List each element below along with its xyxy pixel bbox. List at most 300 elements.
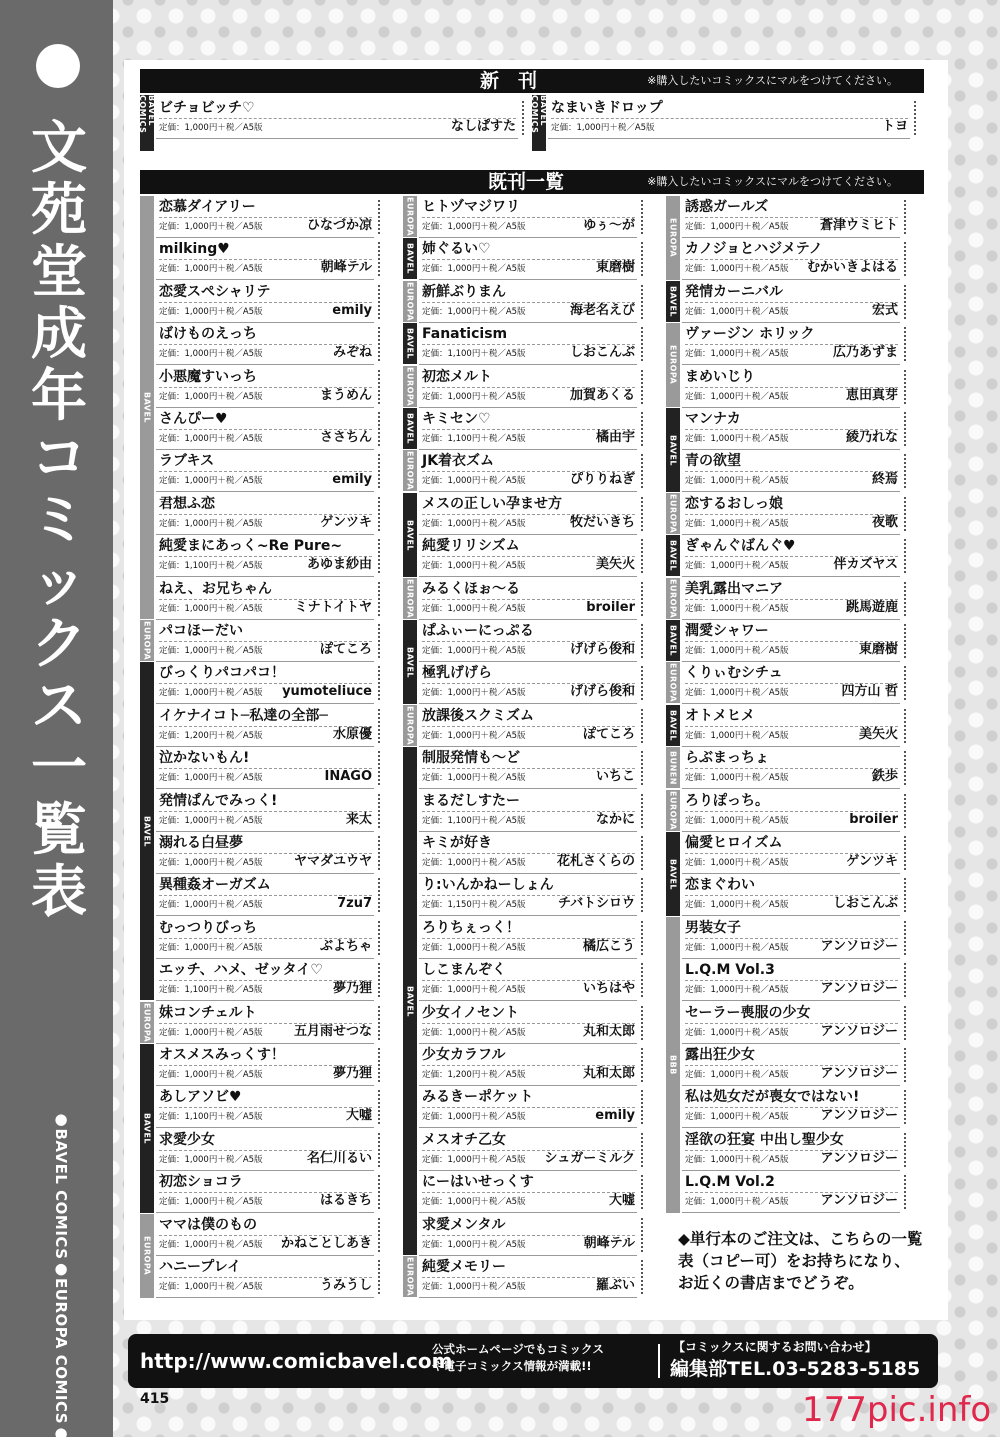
- checkmark-line: [378, 878, 380, 912]
- book-entry[interactable]: [419, 705, 637, 747]
- book-title: L.Q.M Vol.2: [685, 1174, 775, 1190]
- book-title: セーラー喪服の少女: [685, 1005, 811, 1021]
- checkmark-line: [641, 624, 643, 658]
- book-author: しおこんぶ: [569, 345, 635, 360]
- book-title: 恋愛スペシャリテ: [159, 284, 271, 300]
- book-entry[interactable]: [419, 1044, 637, 1086]
- book-entry[interactable]: [419, 450, 637, 492]
- book-entry[interactable]: [156, 705, 374, 747]
- book-author: 来太: [345, 812, 372, 827]
- book-entry[interactable]: [156, 1002, 374, 1044]
- book-author: 名仁川るい: [306, 1151, 372, 1166]
- book-entry[interactable]: [156, 874, 374, 916]
- book-entry[interactable]: [682, 662, 900, 704]
- book-entry[interactable]: [156, 323, 374, 365]
- book-title: 求愛メンタル: [422, 1217, 506, 1233]
- book-title: ヒトヅマジワリ: [422, 199, 520, 215]
- checkmark-line: [378, 624, 380, 658]
- book-author: 橘由宇: [595, 430, 635, 445]
- book-title: なまいきドロップ: [551, 100, 663, 116]
- book-price: 定価：1,000円＋税／A5版: [159, 476, 263, 486]
- book-entry[interactable]: [419, 1256, 637, 1298]
- book-title: 発情カーニバル: [685, 284, 783, 300]
- book-entry[interactable]: [156, 535, 374, 577]
- book-entry[interactable]: [682, 408, 900, 450]
- book-entry[interactable]: [156, 1171, 374, 1213]
- book-entry[interactable]: [156, 578, 374, 620]
- book-price: 定価：1,000円＋税／A5版: [685, 731, 789, 741]
- checkmark-line: [641, 751, 643, 785]
- book-author: 丸和太郎: [582, 1024, 635, 1039]
- footer-divider: [658, 1344, 660, 1378]
- book-entry[interactable]: [156, 281, 374, 323]
- book-author: 美矢火: [595, 557, 635, 572]
- checkmark-line: [904, 794, 906, 828]
- book-entry[interactable]: [682, 790, 900, 832]
- sidebar-title-char: ク: [31, 612, 87, 677]
- book-entry[interactable]: [419, 620, 637, 662]
- book-author: emily: [595, 1108, 635, 1123]
- book-title: L.Q.M Vol.3: [685, 962, 775, 978]
- book-price: 定価：1,000円＋税／A5版: [422, 1028, 526, 1038]
- book-entry[interactable]: [419, 323, 637, 365]
- book-title: 初恋メルト: [422, 369, 492, 385]
- book-entry[interactable]: [682, 323, 900, 365]
- book-entry[interactable]: [682, 493, 900, 535]
- book-title: ビチョビッチ♡: [159, 100, 255, 116]
- publisher-label: EUROPA: [403, 450, 417, 491]
- book-price: 定価：1,000円＋税／A5版: [685, 1070, 789, 1080]
- book-author: アンソロジー: [820, 1151, 898, 1166]
- book-author: 東磨樹: [595, 260, 635, 275]
- book-price: 定価：1,100円＋税／A5版: [159, 561, 263, 571]
- book-price: 定価：1,000円＋税／A5版: [685, 349, 789, 359]
- book-price: 定価：1,000円＋税／A5版: [685, 688, 789, 698]
- book-price: 定価：1,200円＋税／A5版: [422, 1070, 526, 1080]
- book-price: 定価：1,000円＋税／A5版: [422, 264, 526, 274]
- checkmark-line: [378, 1006, 380, 1040]
- checkmark-line: [904, 200, 906, 234]
- book-entry[interactable]: [419, 1086, 637, 1128]
- checkmark-line: [378, 836, 380, 870]
- book-price: 定価：1,000円＋税／A5版: [422, 307, 526, 317]
- book-author: いちこ: [595, 769, 635, 784]
- book-entry[interactable]: [682, 1002, 900, 1044]
- book-entry[interactable]: [682, 620, 900, 662]
- book-price: 定価：1,000円＋税／A5版: [422, 773, 526, 783]
- book-price: 定価：1,000円＋税／A5版: [159, 646, 263, 656]
- checkmark-line: [378, 921, 380, 955]
- book-entry[interactable]: [419, 196, 637, 238]
- book-price: 定価：1,000円＋税／A5版: [159, 604, 263, 614]
- book-title: 求愛少女: [159, 1132, 215, 1148]
- publisher-label: EUROPA: [140, 620, 154, 661]
- book-title: イケナイコト─私達の全部─: [159, 708, 328, 724]
- book-author: かねことしあき: [280, 1236, 372, 1251]
- publisher-label: EUROPA: [666, 196, 680, 280]
- book-author: 牧だいきち: [569, 515, 635, 530]
- entry-divider: [422, 1192, 635, 1193]
- book-title: メスオチ乙女: [422, 1132, 506, 1148]
- book-author: あゆま紗由: [306, 557, 372, 572]
- book-price: 定価：1,000円＋税／A5版: [159, 349, 263, 359]
- book-title: 潤愛シャワー: [685, 623, 769, 639]
- publisher-label: EUROPA: [403, 578, 417, 619]
- book-title: まめいじり: [685, 369, 755, 385]
- book-author: 跳馬遊鹿: [845, 600, 898, 615]
- book-price: 定価：1,000円＋税／A5版: [159, 816, 263, 826]
- sidebar-title-char: 成: [31, 302, 87, 367]
- book-entry[interactable]: [682, 917, 900, 959]
- book-entry[interactable]: [156, 1129, 374, 1171]
- book-title: しこまんぞく: [422, 962, 506, 978]
- book-price: 定価：1,000円＋税／A5版: [422, 519, 526, 529]
- book-author: ゲンツキ: [320, 515, 372, 530]
- book-author: ヤマダユウヤ: [293, 854, 372, 869]
- checkmark-line: [904, 878, 906, 912]
- book-entry[interactable]: [156, 832, 374, 874]
- checkmark-line: [641, 1260, 643, 1294]
- backlist-title: 既刊一覧: [488, 171, 565, 193]
- publisher-label: EUROPA: [403, 281, 417, 322]
- book-entry[interactable]: [419, 832, 637, 874]
- book-entry[interactable]: [682, 959, 900, 1001]
- book-entry[interactable]: [419, 959, 637, 1001]
- publisher-label: EUROPA: [666, 578, 680, 619]
- checkmark-line: [641, 666, 643, 700]
- book-author: 加賀あくる: [569, 388, 635, 403]
- book-title: ぱふぃーにっぷる: [422, 623, 534, 639]
- book-author: 羅ぶい: [595, 1278, 635, 1293]
- publisher-label: EUROPA: [140, 1214, 154, 1298]
- sidebar-title-char: ス: [31, 674, 87, 739]
- checkmark-line: [378, 454, 380, 488]
- book-entry[interactable]: [156, 1044, 374, 1086]
- backlist-column: [666, 196, 902, 1214]
- entry-divider: [159, 1107, 372, 1108]
- book-author: 綾乃れな: [845, 430, 898, 445]
- book-author: ミナトイトヤ: [294, 600, 372, 615]
- sidebar-title: [24, 118, 94, 924]
- book-price: 定価：1,000円＋税／A5版: [685, 1028, 789, 1038]
- checkmark-line: [641, 1218, 643, 1252]
- book-entry[interactable]: [156, 917, 374, 959]
- book-title: 恋慕ダイアリー: [159, 199, 256, 215]
- book-title: 露出狂少女: [685, 1047, 755, 1063]
- book-author: 夢乃狸: [332, 1066, 372, 1081]
- book-title: ばけものえっち: [159, 326, 257, 342]
- book-title: ハニープレイ: [159, 1259, 242, 1275]
- book-entry[interactable]: [682, 832, 900, 874]
- book-entry[interactable]: [156, 790, 374, 832]
- book-entry[interactable]: [156, 662, 374, 704]
- book-title: 少女カラフル: [422, 1047, 506, 1063]
- book-author: 丸和太郎: [582, 1066, 635, 1081]
- checkmark-line: [641, 921, 643, 955]
- publisher-label: EUROPA: [403, 196, 417, 237]
- book-author: ぶよちゃ: [319, 939, 372, 954]
- book-entry[interactable]: [156, 366, 374, 408]
- book-entry[interactable]: [156, 1256, 374, 1298]
- book-price: 定価：1,000円＋税／A5版: [159, 1282, 263, 1292]
- book-entry[interactable]: [419, 578, 637, 620]
- book-entry[interactable]: [419, 493, 637, 535]
- checkmark-line: [641, 539, 643, 573]
- publisher-label: BAVEL: [140, 1044, 154, 1213]
- book-title: 泣かないもん!: [159, 750, 250, 766]
- book-author: ぴりりねぎ: [569, 472, 635, 487]
- checkmark-line: [378, 1048, 380, 1082]
- checkmark-line: [378, 539, 380, 573]
- publisher-label: BAVEL: [666, 620, 680, 661]
- publisher-label: EUROPA: [666, 662, 680, 703]
- book-entry[interactable]: [419, 1002, 637, 1044]
- book-price: 定価：1,000円＋税／A5版: [159, 1155, 263, 1165]
- book-title: ぎゃんぐばんぐ♥: [685, 538, 796, 554]
- book-title: 制服発情も～ど: [422, 750, 520, 766]
- checkmark-line: [641, 1048, 643, 1082]
- book-price: 定価：1,000円＋税／A5版: [159, 1240, 263, 1250]
- book-author: しおこんぶ: [832, 896, 898, 911]
- book-entry[interactable]: [419, 366, 637, 408]
- book-author: 五月雨せつな: [293, 1024, 372, 1039]
- book-entry[interactable]: [419, 1171, 637, 1213]
- book-entry[interactable]: [156, 493, 374, 535]
- book-title: みるくほぉ～る: [422, 581, 520, 597]
- footer-banner: [128, 1334, 938, 1388]
- book-author: 7zu7: [337, 896, 372, 911]
- book-entry[interactable]: [156, 97, 518, 139]
- book-price: 定価：1,000円＋税／A5版: [422, 604, 526, 614]
- book-author: ゆぅ～が: [583, 218, 635, 233]
- new-releases-note: ※購入したいコミックスにマルをつけてください。: [647, 74, 898, 87]
- checkmark-line: [641, 1090, 643, 1124]
- book-title: 少女イノセント: [422, 1005, 520, 1021]
- checkmark-line: [378, 1175, 380, 1209]
- website-link[interactable]: http://www.comicbavel.com: [140, 1349, 453, 1373]
- book-entry[interactable]: [682, 705, 900, 747]
- checkmark-line: [641, 836, 643, 870]
- book-entry[interactable]: [682, 747, 900, 789]
- website-info-line2: や電子コミックス情報が満載!!: [432, 1359, 592, 1373]
- book-entry[interactable]: [682, 1044, 900, 1086]
- entry-divider: [551, 118, 908, 119]
- book-title: オスメスみっくす！: [159, 1047, 285, 1063]
- book-entry[interactable]: [682, 535, 900, 577]
- book-title: 美乳露出マニア: [685, 581, 783, 597]
- checkmark-line: [641, 878, 643, 912]
- book-title: マンナカ: [685, 411, 741, 427]
- book-title: さんぴー♥: [159, 411, 228, 427]
- checkmark-line: [641, 327, 643, 361]
- book-title: 男装女子: [685, 920, 741, 936]
- book-entry[interactable]: [682, 1086, 900, 1128]
- entry-divider: [685, 471, 898, 472]
- book-title: Fanaticism: [422, 326, 508, 342]
- book-author: みぞね: [332, 345, 372, 360]
- sidebar-title-char: 堂: [31, 240, 87, 305]
- book-title: ラブキス: [159, 453, 215, 469]
- publisher-label: BAVEL: [403, 238, 417, 279]
- book-price: 定価：1,000円＋税／A5版: [159, 392, 263, 402]
- checkmark-line: [378, 666, 380, 700]
- book-entry[interactable]: [156, 620, 374, 662]
- book-title: 異種姦オーガズム: [159, 877, 271, 893]
- checkmark-line: [378, 327, 380, 361]
- book-price: 定価：1,000円＋税／A5版: [685, 222, 789, 232]
- book-entry[interactable]: [156, 1086, 374, 1128]
- book-price: 定価：1,000円＋税／A5版: [422, 688, 526, 698]
- book-author: 四方山 哲: [841, 684, 898, 699]
- checkmark-line: [378, 1090, 380, 1124]
- checkmark-line: [641, 1133, 643, 1167]
- book-title: 偏愛ヒロイズム: [685, 835, 783, 851]
- book-entry[interactable]: [156, 450, 374, 492]
- book-entry[interactable]: [156, 196, 374, 238]
- book-entry[interactable]: [156, 238, 374, 280]
- book-price: 定価：1,000円＋税／A5版: [159, 943, 263, 953]
- book-entry[interactable]: [419, 874, 637, 916]
- book-price: 定価：1,000円＋税／A5版: [159, 519, 263, 529]
- book-entry[interactable]: [156, 1214, 374, 1256]
- book-price: 定価：1,000円＋税／A5版: [685, 773, 789, 783]
- book-price: 定価：1,100円＋税／A5版: [422, 816, 526, 826]
- checkmark-line: [641, 709, 643, 743]
- book-title: くりぃむシチュ: [685, 665, 783, 681]
- book-title: にーはいせっくす: [422, 1174, 534, 1190]
- book-author: 伴カズヤス: [833, 557, 898, 572]
- book-author: むかいきよはる: [806, 260, 898, 275]
- checkmark-line: [378, 285, 380, 319]
- new-releases-list: [140, 95, 924, 151]
- contact-phone: 編集部TEL.03-5283-5185: [670, 1358, 921, 1380]
- checkmark-line: [378, 497, 380, 531]
- book-price: 定価：1,000円＋税／A5版: [159, 688, 263, 698]
- book-entry[interactable]: [682, 578, 900, 620]
- book-price: 定価：1,000円＋税／A5版: [159, 900, 263, 910]
- sidebar-title-char: 年: [31, 364, 87, 429]
- backlist-column: [403, 196, 639, 1298]
- publisher-label: BAVEL: [403, 408, 417, 449]
- website-info-line1: 公式ホームページでもコミックス: [432, 1342, 604, 1356]
- book-entry[interactable]: [156, 408, 374, 450]
- checkmark-line: [641, 242, 643, 276]
- book-entry[interactable]: [419, 281, 637, 323]
- book-title: あしアソビ♥: [159, 1089, 242, 1105]
- sidebar: [0, 0, 113, 1443]
- publisher-label: BUNEN: [666, 747, 680, 788]
- book-entry[interactable]: [419, 238, 637, 280]
- book-price: 定価：1,000円＋税／A5版: [422, 858, 526, 868]
- book-price: 定価：1,000円＋税／A5版: [685, 434, 789, 444]
- entry-divider: [685, 514, 898, 515]
- book-title: ヴァージン ホリック: [685, 326, 815, 342]
- sidebar-title-char: ミ: [31, 488, 87, 553]
- book-entry[interactable]: [682, 874, 900, 916]
- book-entry[interactable]: [419, 408, 637, 450]
- publisher-label: EUROPA: [666, 493, 680, 534]
- book-author: アンソロジー: [820, 981, 898, 996]
- book-price: 定価：1,000円＋税／A5版: [159, 434, 263, 444]
- checkmark-line: [904, 242, 906, 276]
- book-title: 初恋ショコラ: [159, 1174, 243, 1190]
- book-title: り:いんかねーしょん: [422, 877, 554, 893]
- book-entry[interactable]: [419, 662, 637, 704]
- book-entry[interactable]: [682, 196, 900, 238]
- book-author: broiler: [849, 812, 898, 827]
- checkmark-line: [641, 370, 643, 404]
- book-author: INAGO: [324, 769, 372, 784]
- book-price: 定価：1,100円＋税／A5版: [159, 985, 263, 995]
- book-entry[interactable]: [682, 366, 900, 408]
- checkmark-line: [904, 539, 906, 573]
- publisher-label: BAVEL: [403, 493, 417, 577]
- book-entry[interactable]: [548, 97, 910, 139]
- book-price: 定価：1,000円＋税／A5版: [159, 264, 263, 274]
- book-price: 定価：1,000円＋税／A5版: [685, 519, 789, 529]
- book-entry[interactable]: [682, 1171, 900, 1213]
- new-releases-header: [140, 69, 924, 93]
- checkmark-line: [378, 963, 380, 997]
- book-price: 定価：1,000円＋税／A5版: [422, 1155, 526, 1165]
- book-entry[interactable]: [419, 917, 637, 959]
- book-entry[interactable]: [419, 747, 637, 789]
- book-title: 純愛メモリー: [422, 1259, 506, 1275]
- book-entry[interactable]: [682, 281, 900, 323]
- book-entry[interactable]: [682, 238, 900, 280]
- book-entry[interactable]: [419, 1214, 637, 1256]
- book-entry[interactable]: [419, 790, 637, 832]
- book-author: 大嘘: [608, 1193, 635, 1208]
- book-entry[interactable]: [682, 450, 900, 492]
- book-entry[interactable]: [156, 959, 374, 1001]
- book-author: ゲンツキ: [846, 854, 898, 869]
- publisher-label: BAVEL: [140, 662, 154, 1000]
- book-entry[interactable]: [682, 1129, 900, 1171]
- book-author: emily: [332, 472, 372, 487]
- checkmark-line: [904, 1175, 906, 1209]
- book-author: まうめん: [319, 388, 372, 403]
- book-entry[interactable]: [419, 1129, 637, 1171]
- publisher-label: EUROPA: [403, 705, 417, 746]
- entry-divider: [685, 768, 898, 769]
- book-author: 広乃あずま: [832, 345, 898, 360]
- book-price: 定価：1,000円＋税／A5版: [422, 392, 526, 402]
- book-price: 定価：1,000円＋税／A5版: [685, 1197, 789, 1207]
- book-author: 花札さくらの: [556, 854, 635, 869]
- book-price: 定価：1,150円＋税／A5版: [422, 900, 526, 910]
- sidebar-title-char: コ: [31, 426, 87, 491]
- checkmark-line: [904, 1006, 906, 1040]
- book-entry[interactable]: [156, 747, 374, 789]
- book-price: 定価：1,000円＋税／A5版: [685, 985, 789, 995]
- book-price: 定価：1,000円＋税／A5版: [422, 646, 526, 656]
- book-entry[interactable]: [419, 535, 637, 577]
- book-title: ねえ、お兄ちゃん: [159, 581, 272, 597]
- book-price: 定価：1,000円＋税／A5版: [422, 1282, 526, 1292]
- book-title: 小悪魔すいっち: [159, 369, 257, 385]
- book-price: 定価：1,000円＋税／A5版: [159, 858, 263, 868]
- checkmark-line: [904, 454, 906, 488]
- book-title: らぶまっちょ: [685, 750, 769, 766]
- book-title: 溺れる白昼夢: [159, 835, 243, 851]
- book-title: 恋するおしっ娘: [685, 496, 783, 512]
- book-title: パコほーだい: [159, 623, 243, 639]
- book-title: みるきーポケット: [422, 1089, 534, 1105]
- book-price: 定価：1,000円＋税／A5版: [422, 943, 526, 953]
- book-author: アンソロジー: [820, 1193, 898, 1208]
- book-author: いちはや: [582, 981, 635, 996]
